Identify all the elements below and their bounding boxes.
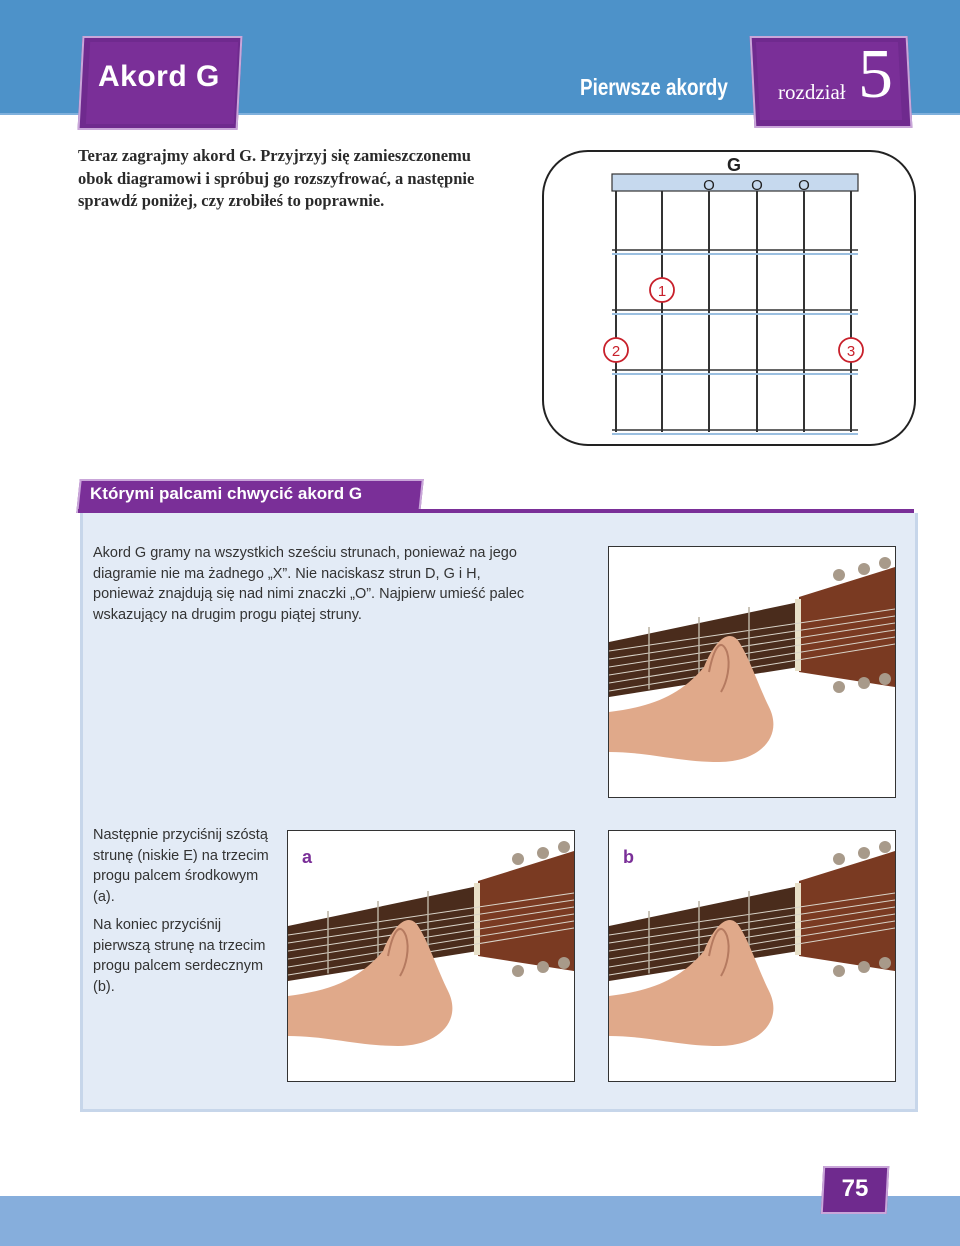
open-mark: O [798, 177, 810, 194]
tuning-peg [537, 847, 549, 859]
page-number: 75 [841, 1175, 869, 1202]
finger-number: 3 [846, 343, 856, 360]
page-title: Akord G [98, 60, 220, 93]
photo-index-finger [608, 546, 896, 798]
tuning-peg [858, 961, 870, 973]
page-number-tab [822, 1166, 888, 1212]
chapter-tab [752, 36, 910, 124]
finger-number: 1 [657, 283, 667, 300]
tuning-peg [833, 853, 845, 865]
tuning-peg [833, 569, 845, 581]
photo-label-b: b [623, 847, 634, 867]
tuning-peg [879, 673, 891, 685]
chord-diagram [542, 150, 916, 446]
chord-nut [612, 174, 858, 191]
chapter-word: rozdział [778, 80, 846, 104]
guitar-photo-illustration [609, 831, 895, 1081]
tuning-peg [833, 965, 845, 977]
tuning-peg [858, 563, 870, 575]
photo-b [608, 830, 896, 1082]
open-mark: O [703, 177, 715, 194]
tuning-peg [879, 957, 891, 969]
tuning-peg [879, 557, 891, 569]
fretboard [612, 191, 858, 434]
finger-number: 2 [611, 343, 621, 360]
chord-name: G [726, 155, 742, 175]
photo-label-a: a [302, 847, 313, 867]
guitar-photo-illustration [288, 831, 574, 1081]
section-name: Pierwsze akordy [580, 74, 728, 100]
tuning-peg [558, 841, 570, 853]
open-mark: O [751, 177, 763, 194]
guitar-photo-illustration [609, 547, 895, 797]
tuning-peg [833, 681, 845, 693]
paragraph-ring-finger: Na koniec przyciśnij pierwszą strunę na trzecim progu palcem serdecznym (b). [93, 917, 266, 995]
tuning-peg [512, 965, 524, 977]
section-heading: Którymi palcami chwycić akord G [90, 484, 363, 503]
section-heading-banner [78, 479, 422, 511]
tuning-peg [512, 853, 524, 865]
guitar-headstock [799, 851, 895, 971]
paragraph-intro: Akord G gramy na wszystkich sześciu strunach, ponieważ na jego diagramie nie ma żadnego „X”. Nie naciskasz strun D, G i H, ponieważ znajdują się nad nimi znaczki „O”. Najpierw umieść palec wskazujący na drugim progu piątej struny. [93, 545, 525, 623]
tuning-peg [537, 961, 549, 973]
tuning-peg [558, 957, 570, 969]
intro-text: Teraz zagrajmy akord G. Przyjrzyj się zamieszczonemu obok diagramowi i spróbuj go rozszyfrować, a następnie sprawdź poniżej, czy zrobiłeś to poprawnie. [78, 146, 475, 210]
guitar-headstock [799, 567, 895, 687]
tuning-peg [858, 847, 870, 859]
paragraph-middle-finger: Następnie przyciśnij szóstą strunę (niskie E) na trzecim progu palcem środkowym (a). [93, 827, 269, 905]
tuning-peg [858, 677, 870, 689]
chapter-number: 5 [858, 36, 893, 113]
guitar-headstock [478, 851, 574, 971]
title-tab [80, 36, 240, 126]
tuning-peg [879, 841, 891, 853]
footer-band [0, 1196, 960, 1246]
photo-a [287, 830, 575, 1082]
